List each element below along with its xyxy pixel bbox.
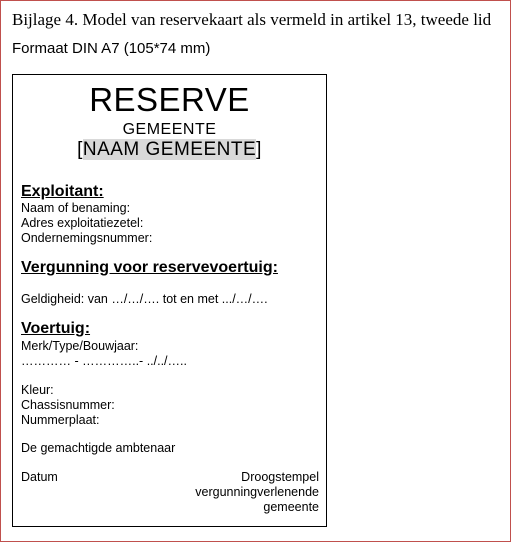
make-type-year-value: ………… - …………..- ../../…..	[21, 354, 187, 368]
vergunning-heading: Vergunning voor reservevoertuig:	[21, 259, 278, 276]
exploitant-company-number-label: Ondernemingsnummer:	[21, 231, 153, 245]
validity-line: Geldigheid: van …/…/…. tot en met .../…/….	[21, 292, 268, 306]
bracket-open: [	[77, 139, 83, 160]
municipality-placeholder	[13, 139, 326, 161]
exploitant-heading: Exploitant:	[21, 183, 104, 200]
annex-heading: Bijlage 4. Model van reservekaart als vermeld in artikel 13, tweede lid	[12, 10, 492, 29]
make-type-year-label: Merk/Type/Bouwjaar:	[21, 339, 139, 353]
bracket-close: ]	[256, 139, 262, 160]
stamp-line-2: vergunningverlenende	[195, 485, 319, 499]
license-plate-label: Nummerplaat:	[21, 413, 100, 427]
format-heading: Formaat DIN A7 (105*74 mm)	[12, 40, 211, 57]
voertuig-heading: Voertuig:	[21, 320, 91, 337]
chassis-number-label: Chassisnummer:	[21, 398, 115, 412]
stamp-line-1: Droogstempel	[241, 470, 319, 484]
card-title: RESERVE	[89, 81, 250, 118]
exploitant-name-label: Naam of benaming:	[21, 201, 131, 215]
stamp-line-3: gemeente	[263, 500, 319, 514]
reserve-card	[12, 74, 327, 527]
color-label: Kleur:	[21, 383, 54, 397]
exploitant-address-label: Adres exploitatiezetel:	[21, 216, 144, 230]
official-label: De gemachtigde ambtenaar	[21, 441, 176, 455]
card-subtitle: GEMEENTE	[122, 121, 217, 138]
municipality-name-field: NAAM GEMEENTE	[82, 139, 257, 160]
date-label: Datum	[21, 470, 58, 484]
